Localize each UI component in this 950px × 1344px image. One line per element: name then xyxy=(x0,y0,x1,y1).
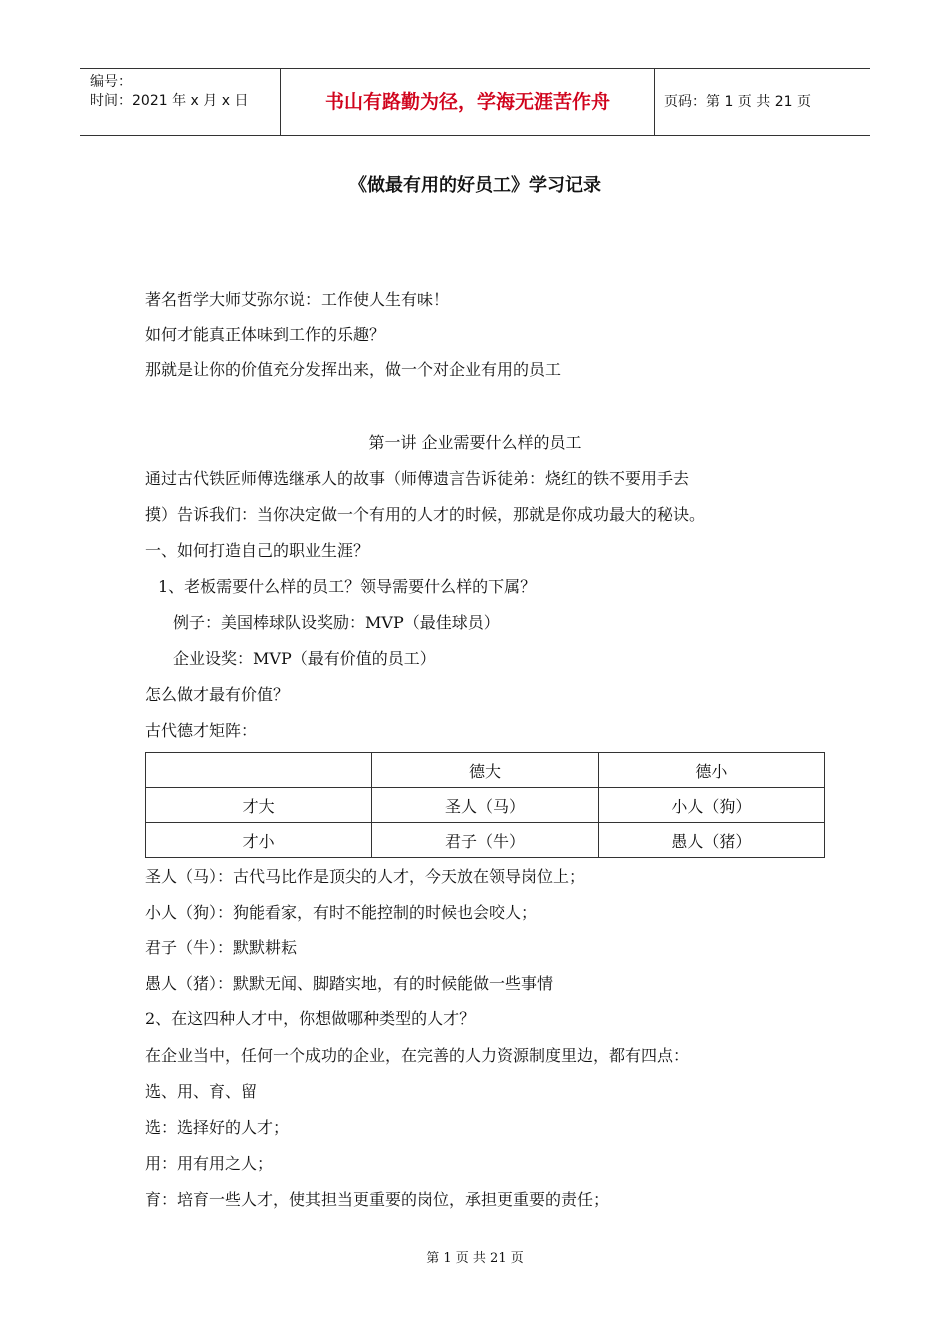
body-line: 在企业当中，任何一个成功的企业，在完善的人力资源制度里边，都有四点： xyxy=(145,1046,690,1065)
body-line: 小人（狗）：狗能看家，有时不能控制的时候也会咬人； xyxy=(145,903,538,922)
page-header xyxy=(80,68,870,136)
header-motto: 书山有路勤为径，学海无涯苦作舟 xyxy=(281,69,655,135)
subsection-heading: 1、老板需要什么样的员工？领导需要什么样的下属？ xyxy=(158,577,537,596)
body-line: 愚人（猪）：默默无闻、脚踏实地，有的时候能做一些事情 xyxy=(145,974,554,993)
example-line: 企业设奖：MVP（最有价值的员工） xyxy=(173,649,436,668)
body-line: 怎么做才最有价值？ xyxy=(145,685,290,704)
table-cell: 德小 xyxy=(598,753,824,788)
intro-line: 著名哲学大师艾弥尔说：工作使人生有味！ xyxy=(145,290,450,309)
table-cell: 小人（狗） xyxy=(598,788,824,823)
body-line: 圣人（马）：古代马比作是顶尖的人才，今天放在领导岗位上； xyxy=(145,867,586,886)
subsection-heading: 2、在这四种人才中，你想做哪种类型的人才？ xyxy=(145,1009,476,1028)
table-cell: 德大 xyxy=(372,753,598,788)
body-line: 摸）告诉我们：当你决定做一个有用的人才的时候，那就是你成功最大的秘诀。 xyxy=(145,505,706,524)
body-line: 用：用有用之人； xyxy=(145,1154,274,1173)
body-line: 选、用、育、留 xyxy=(145,1082,258,1101)
table-row xyxy=(146,788,825,823)
table-cell: 圣人（马） xyxy=(372,788,598,823)
body-line: 君子（牛）：默默耕耘 xyxy=(145,938,298,957)
date-label: 时间：2021 年 x 月 x 日 xyxy=(90,93,249,109)
lecture-title: 第一讲 企业需要什么样的员工 xyxy=(368,433,582,452)
body-line: 选：选择好的人才； xyxy=(145,1118,290,1137)
table-header-row xyxy=(146,753,825,788)
header-page-label: 页码：第 1 页 共 21 页 xyxy=(664,94,811,110)
virtue-talent-matrix xyxy=(145,752,825,858)
body-line: 通过古代铁匠师傅选继承人的故事（师傅遗言告诉徒弟：烧红的铁不要用手去 xyxy=(145,469,690,488)
intro-line: 如何才能真正体味到工作的乐趣？ xyxy=(145,325,386,344)
document-title: 《做最有用的好员工》学习记录 xyxy=(349,175,601,196)
table-row xyxy=(146,823,825,858)
table-cell: 君子（牛） xyxy=(372,823,598,858)
table-cell xyxy=(146,753,372,788)
example-line: 例子：美国棒球队设奖励：MVP（最佳球员） xyxy=(173,613,500,632)
table-cell: 愚人（猪） xyxy=(598,823,824,858)
intro-line: 那就是让你的价值充分发挥出来，做一个对企业有用的员工 xyxy=(145,360,562,379)
body-line: 育：培育一些人才，使其担当更重要的岗位，承担更重要的责任； xyxy=(145,1190,610,1209)
section-heading: 一、如何打造自己的职业生涯？ xyxy=(145,541,370,560)
body-line: 古代德才矩阵： xyxy=(145,721,258,740)
table-cell: 才小 xyxy=(146,823,372,858)
table-cell: 才大 xyxy=(146,788,372,823)
code-label: 编号： xyxy=(90,74,132,90)
header-meta xyxy=(80,69,281,135)
page-footer: 第 1 页 共 21 页 xyxy=(426,1251,524,1266)
